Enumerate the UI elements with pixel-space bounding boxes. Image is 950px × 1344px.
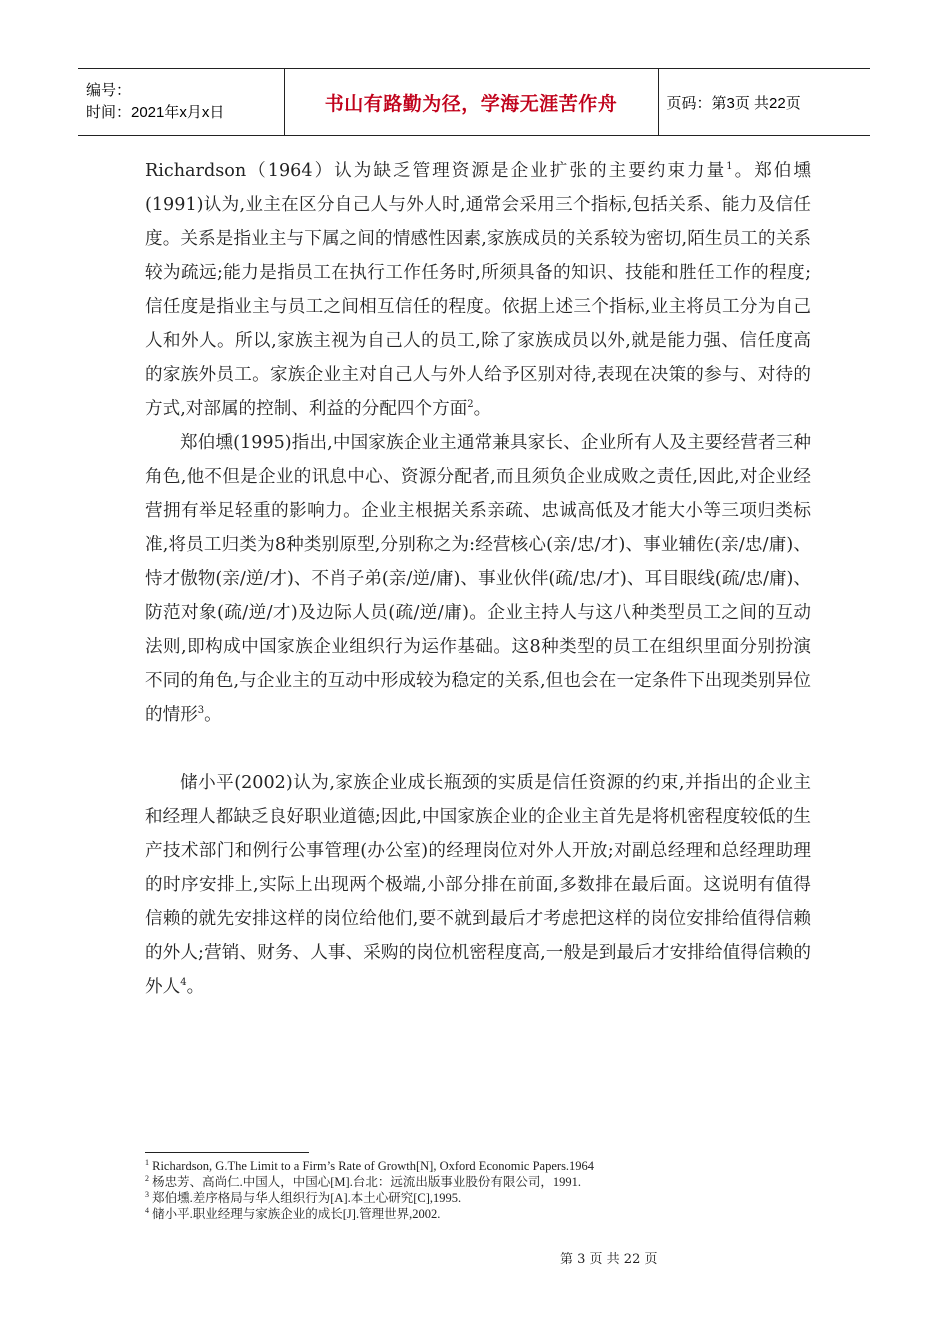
footnote-text: Richardson, G.The Limit to a Firm’s Rate of Growth[N], Oxford Economic Papers.1964 <box>149 1159 595 1173</box>
footnote-1 <box>145 1158 825 1174</box>
page-header <box>78 68 870 136</box>
footnote-ref-3[interactable]: 3 <box>197 705 205 717</box>
footnote-num: 4 <box>145 1205 149 1215</box>
paragraph-2 <box>145 426 811 732</box>
footnote-num: 2 <box>145 1173 149 1183</box>
footnote-num: 1 <box>145 1157 149 1167</box>
paragraph-2-tail: 。 <box>204 705 222 725</box>
header-date-label: 时间：2021年x月x日 <box>86 104 225 121</box>
paragraph-1-tail2: 。 <box>473 399 492 419</box>
header-meta <box>78 69 284 136</box>
header-page-label: 页码：第3页 共22页 <box>658 69 870 136</box>
paragraph-3 <box>145 766 811 1004</box>
paragraph-3-tail: 。 <box>186 977 205 997</box>
footnote-num: 3 <box>145 1189 149 1199</box>
document-body <box>145 154 811 1004</box>
footnote-text: 储小平.职业经理与家族企业的成长[J].管理世界,2002. <box>149 1207 441 1221</box>
footnote-ref-1[interactable]: 1 <box>726 161 733 173</box>
footnote-4 <box>145 1206 825 1222</box>
footnote-ref-2[interactable]: 2 <box>467 399 474 411</box>
paragraph-1-tail: 。郑伯壎(1991)认为,业主在区分自己人与外人时,通常会采用三个指标,包括关系、能力及信任度。关系是指业主与下属之间的情感性因素,家族成员的关系较为密切,陌生员工的关系较为疏远;能力是指员工在执行工作任务时,所须具备的知识、技能和胜任工作的程度;信任度是指业主与员工之间相互信任的程度。依据上述三个指标,业主将员工分为自己人和外人。所以,家族主视为自己人的员工,除了家族成员以外,就是能力强、信任度高的家族外员工。家族企业主对自己人与外人给予区别对待,表现在决策的参与、对待的方式,对部属的控制、利益的分配四个方面 <box>145 161 811 419</box>
footnote-text: 郑伯壎.差序格局与华人组织行为[A].本土心研究[C],1995. <box>149 1191 462 1205</box>
footnote-separator <box>145 1152 309 1153</box>
paragraph-1 <box>145 154 811 426</box>
header-motto-cell <box>284 69 658 136</box>
paragraph-1-text: Richardson（1964）认为缺乏管理资源是企业扩张的主要约束力量 <box>145 161 727 181</box>
footnotes <box>145 1158 825 1222</box>
footnote-2 <box>145 1174 825 1190</box>
footnote-text: 杨忠芳、高尚仁.中国人，中国心[M].台北：远流出版事业股份有限公司，1991. <box>149 1175 581 1189</box>
paragraph-3-text: 储小平(2002)认为,家族企业成长瓶颈的实质是信任资源的约束,并指出的企业主和经理人都缺乏良好职业道德;因此,中国家族企业的企业主首先是将机密程度较低的生产技术部门和例行公事管理(办公室)的经理岗位对外人开放;对副总经理和总经理助理的时序安排上,实际上出现两个极端,小部分排在前面,多数排在最后面。这说明有值得信赖的就先安排这样的岗位给他们,要不就到最后才考虑把这样的岗位安排给值得信赖的外人;营销、财务、人事、采购的岗位机密程度高,一般是到最后才安排给值得信赖的外人 <box>145 773 811 997</box>
footnote-ref-4[interactable]: 4 <box>180 977 187 989</box>
footnote-3 <box>145 1190 825 1206</box>
paragraph-2-text: 郑伯壎(1995)指出,中国家族企业主通常兼具家长、企业所有人及主要经营者三种角色,他不但是企业的讯息中心、资源分配者,而且须负企业成败之责任,因此,对企业经营拥有举足轻重的影响力。企业主根据关系亲疏、忠诚高低及才能大小等三项归类标准,将员工归类为8种类别原型,分别称之为:经营核心(亲/忠/才)、事业辅佐(亲/忠/庸)、恃才傲物(亲/逆/才)、不肖子弟(亲/逆/庸)、事业伙伴(疏/忠/才)、耳目眼线(疏/忠/庸)、防范对象(疏/逆/才)及边际人员(疏/逆/庸)。企业主持人与这八种类型员工之间的互动法则,即构成中国家族企业组织行为运作基础。这8种类型的员工在组织里面分别扮演不同的角色,与企业主的互动中形成较为稳定的关系,但也会在一定条件下出现类别异位的情形 <box>145 433 811 725</box>
page-footer: 第 3 页 共 22 页 <box>560 1252 658 1267</box>
header-number-label: 编号： <box>86 82 132 99</box>
header-motto: 书山有路勤为径，学海无涯苦作舟 <box>324 92 618 115</box>
